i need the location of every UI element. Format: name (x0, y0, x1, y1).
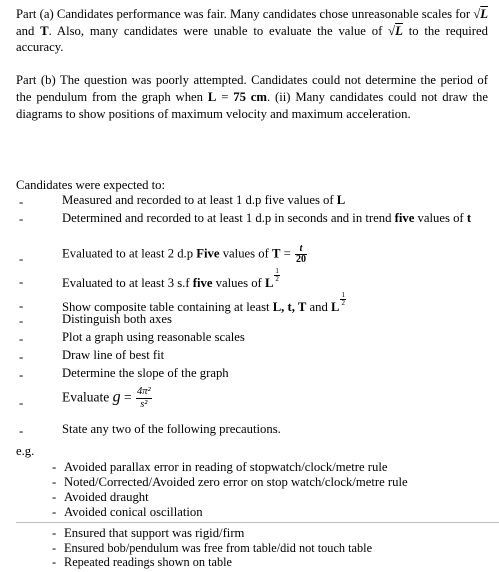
precaution-text: Avoided draught (64, 490, 149, 504)
expected-item-8: Draw line of best fit (62, 348, 165, 362)
precaution-item (52, 460, 388, 475)
fraction-denominator: 20 (295, 254, 306, 265)
bullet-dash: - (19, 195, 24, 209)
item-bold: Five (196, 246, 220, 261)
precaution-item (52, 541, 372, 556)
fraction-numerator: t (295, 244, 307, 255)
part-b-paragraph (16, 72, 488, 122)
item-bold: t (466, 211, 472, 225)
four-pi-squared-over-s-squared (136, 386, 152, 411)
half-exponent (274, 268, 280, 283)
precaution-item (52, 555, 232, 570)
part-a-text-4: to the required accuracy. (16, 23, 488, 54)
expected-item-4 (62, 268, 281, 291)
precaution-item (52, 475, 408, 490)
equals-sign: = (120, 389, 135, 405)
item-bold: L (336, 193, 346, 207)
expected-item-3 (62, 244, 308, 265)
precaution-text: Repeated readings shown on table (64, 555, 233, 569)
bullet-dash: - (52, 475, 57, 489)
item-text: and (306, 300, 331, 314)
item-bold: L (331, 300, 340, 314)
part-b-text-2: = (216, 89, 234, 104)
bullet-dash: - (52, 505, 57, 519)
bullet-dash: - (19, 252, 24, 266)
item-text: values of (414, 211, 467, 225)
expected-item-10 (62, 386, 153, 411)
sqrt-l-symbol: √L (473, 7, 488, 21)
item-text: values of (219, 246, 273, 261)
sqrt-l-symbol-2: √L (388, 23, 403, 38)
part-b-text-3: . (ii) Many candidates could not draw the diagrams to show positions of maximum velocity and maximum acceleration. (16, 89, 489, 121)
t-over-20-fraction (295, 244, 307, 265)
bullet-dash: - (19, 314, 24, 328)
item-text: Evaluate (62, 389, 113, 405)
expected-item-11: State any two of the following precautions. (62, 422, 281, 436)
precaution-text: Noted/Corrected/Avoided zero error on stop watch/clock/metre rule (64, 475, 408, 489)
bullet-dash: - (52, 541, 57, 555)
half-exponent (340, 292, 346, 307)
exponent-denominator: 2 (275, 275, 279, 283)
expected-item-9: Determine the slope of the graph (62, 366, 229, 380)
expected-item-1 (62, 193, 345, 208)
bullet-dash: - (19, 332, 24, 346)
bullet-dash: - (52, 555, 57, 569)
bullet-dash: - (19, 299, 24, 313)
exponent-denominator: 2 (341, 299, 345, 307)
divider-line (16, 522, 499, 523)
expected-item-7: Plot a graph using reasonable scales (62, 330, 245, 344)
precaution-item (52, 505, 203, 520)
item-bold: L (264, 276, 274, 290)
precaution-text: Ensured bob/pendulum was free from table/did not touch table (64, 541, 373, 555)
expected-item-6: Distinguish both axes (62, 312, 172, 326)
item-bold: T (272, 246, 281, 261)
bullet-dash: - (19, 212, 24, 226)
part-a-paragraph (16, 6, 488, 56)
part-a-text-3: . Also, many candidates were unable to evaluate the value of (48, 23, 389, 38)
bullet-dash: - (19, 396, 24, 410)
item-text: Show composite table containing at least (62, 300, 273, 314)
bullet-dash: - (19, 275, 24, 289)
precaution-text: Ensured that support was rigid/firm (64, 526, 245, 540)
bullet-dash: - (19, 350, 24, 364)
exponent-numerator: 1 (275, 267, 279, 275)
item-text: Evaluated to at least 3 s.f (62, 276, 193, 290)
precaution-text: Avoided parallax error in reading of stopwatch/clock/metre rule (64, 460, 388, 474)
part-b-text-1: Part (b) The question was poorly attempted. Candidates could not determine the period of the pendulum from the graph when (16, 73, 488, 104)
item-bold: five (394, 211, 415, 225)
eg-label: e.g. (16, 444, 35, 458)
item-bold: five (192, 276, 213, 290)
expected-heading: Candidates were expected to: (16, 178, 166, 192)
precaution-text: Avoided conical oscillation (64, 505, 203, 519)
length-value: 75 cm (233, 89, 267, 104)
item-text: Determined and recorded to at least 1 d.p in seconds and in trend (62, 211, 395, 225)
exponent-numerator: 1 (341, 291, 345, 299)
bullet-dash: - (52, 460, 57, 474)
item-bold: L, t, T (272, 300, 307, 314)
bullet-dash: - (52, 490, 57, 504)
precaution-item (52, 490, 149, 505)
equals-sign: = (280, 246, 294, 261)
item-text: Evaluated to at least 2 d.p (62, 246, 197, 261)
g-symbol: g (112, 388, 121, 406)
bullet-dash: - (52, 526, 57, 540)
expected-item-2 (62, 210, 482, 227)
bullet-dash: - (19, 424, 24, 438)
bullet-dash: - (19, 368, 24, 382)
item-text: Measured and recorded to at least 1 d.p five values of (62, 193, 337, 207)
part-a-text-2: and (16, 23, 41, 38)
precaution-item (52, 526, 244, 541)
fraction-denominator: s² (140, 399, 148, 410)
l-symbol: L (207, 89, 217, 104)
t-symbol: T (40, 23, 49, 38)
item-text: values of (212, 276, 265, 290)
fraction-numerator: 4π² (136, 386, 151, 397)
part-a-text-1: Part (a) Candidates performance was fair. Many candidates chose unreasonable scales for (16, 7, 474, 21)
